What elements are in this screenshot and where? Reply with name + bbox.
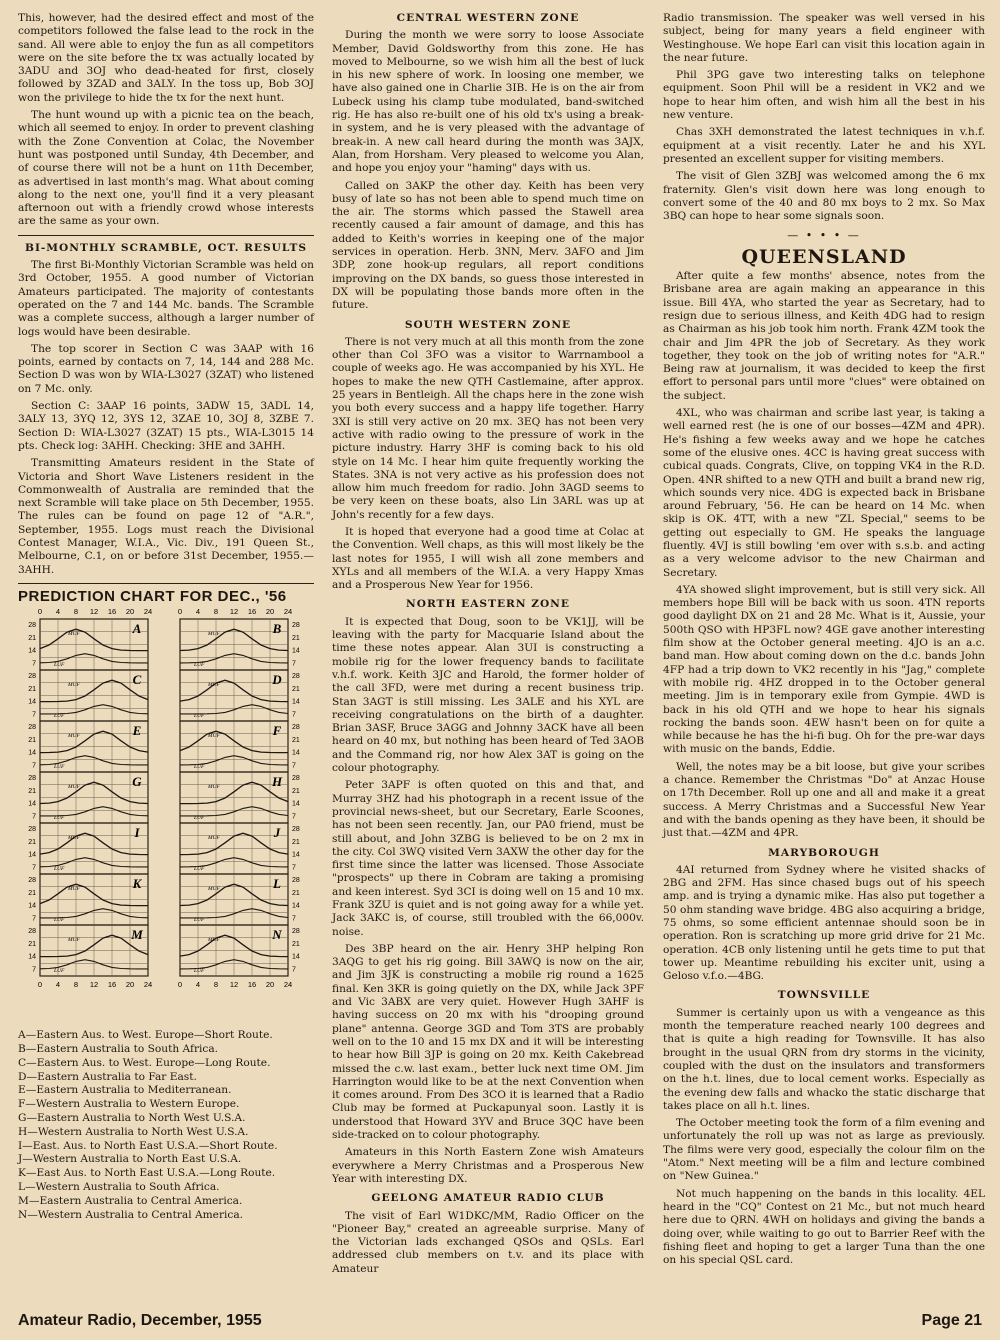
muf-label: MUF xyxy=(208,784,220,791)
y-tick-label: 21 xyxy=(292,889,300,897)
y-tick-label: 14 xyxy=(28,749,36,757)
y-tick-label: 21 xyxy=(28,736,36,744)
paragraph: This, however, had the desired effect and most of the competitors followed the false lead to the rock in the sand. All were able to enjoy the fun as all competitors were on the site before the tx was actually located by 3ADU and 3OJ who dead-heated for first, closely followed by 3ZAD and 3ALY. In the toss up, Bob 3OJ won the privilege to hide the tx for the next hunt. xyxy=(18,12,314,104)
y-tick-label: 7 xyxy=(292,966,296,974)
luf-label: LUF xyxy=(194,968,205,975)
y-tick-label: 14 xyxy=(292,902,300,910)
luf-label: LUF xyxy=(194,866,205,873)
luf-label: LUF xyxy=(54,917,65,924)
x-tick-label: 8 xyxy=(73,607,79,617)
paragraph: Transmitting Amateurs resident in the State of Victoria and Short Wave Listeners resident in the Commonwealth of Australia are reminded that the next Scramble will take place on 5th December, 1955. The rules can be found on page 12 of "A.R.", September, 1955. Logs must reach the Divisional Contest Manager, W.I.A., Vic. Div., 191 Queen St., Melbourne, C.1, on or before 31st December, 1955.—3AHH. xyxy=(18,457,314,576)
y-tick-label: 14 xyxy=(28,851,36,859)
y-tick-label: 7 xyxy=(292,813,296,821)
x-tick-label: 20 xyxy=(125,980,135,990)
luf-label: LUF xyxy=(54,866,65,873)
y-tick-label: 21 xyxy=(292,838,300,846)
legend-entry: A—Eastern Aus. to West. Europe—Short Route. xyxy=(18,1029,273,1042)
x-tick-label: 16 xyxy=(107,607,117,617)
x-tick-label: 0 xyxy=(177,980,183,990)
y-tick-label: 28 xyxy=(28,724,36,732)
paragraph: Phil 3PG gave two interesting talks on telephone equipment. Soon Phil will be a resident in VK2 and we hope to hear him often, and wish him all the best in his new venture. xyxy=(663,69,985,122)
paragraph: The first Bi-Monthly Victorian Scramble was held on 3rd October, 1955. A good number of Victorian Amateurs participated. The majority of contestants operated on the 7 and 144 Mc. bands. The Scramble was a complete success, although a larger number of logs would have been desirable. xyxy=(18,259,314,338)
y-tick-label: 21 xyxy=(28,838,36,846)
y-tick-label: 14 xyxy=(292,749,300,757)
panel-letter: H xyxy=(271,774,283,790)
panel-letter: B xyxy=(272,621,282,637)
paragraph: During the month we were sorry to loose Associate Member, David Goldsworthy from this zone. He has moved to Melbourne, so we wish him all the best of luck in his new sphere of work. In loosing one member, we have also gained one in Charlie 3IB. He is on the air from Lubeck using his clamp tube modulated, band-switched rig. He has also re-built one of his old tx's using a break-in system, and he is very pleased with the advantage of break-in. A new call heard during the month was 3AJX, Alan, from Horsham. Very pleased to welcome you Alan, and hope you enjoy your "haming" days with us. xyxy=(332,29,644,175)
y-tick-label: 14 xyxy=(292,800,300,808)
paragraph: 4YA showed slight improvement, but is still very sick. All members hope Bill will be back with us soon. 4TN reports good daylight DX on 21 and 28 Mc. What is it, Aussie, your 500th QSO with HP3FL now? 4GE gave another interesting film show at the October general meeting. 4JO is an a.c. band man. How about coming down on the d.c. bands John 4FP had a trip down to VK2 recently in his "Jag," complete with mobile rig. 4HZ dropped in to the October general meeting. Jim is in temporary exile from Gympie. 4WD is back in his old QTH and we hope to hear his signals rocking the bands soon. 4EW hasn't been on for quite a while because he has the hi-fi bug. Oh for the pre-war days with music on the bands, Eddie. xyxy=(663,583,985,756)
paragraph: Section C: 3AAP 16 points, 3ADW 15, 3ADL 14, 3ALY 13, 3YQ 12, 3YS 12, 3ZAE 10, 3OJ 8, 3ZBE 7. Section D: WIA-L3027 (3ZAT) 15 pts., WIA-L3015 14 pts. Check log: 3AHH. Checking: 3HE and 3AHH. xyxy=(18,400,314,452)
x-tick-label: 4 xyxy=(195,980,201,990)
x-tick-label: 12 xyxy=(229,607,239,617)
x-tick-label: 20 xyxy=(125,607,135,617)
paragraph: Summer is certainly upon us with a vengeance as this month the temperature reached nearly 100 degrees and that is quite a high reading for Townsville. It has also brought in the usual QRN from dry storms in the vicinity, coupled with the dust on the insulators and transformers on the h.t. lines, due to local cement works. Especially as the evening dew falls and whacko the static discharge that takes place on all h.t. lines. xyxy=(663,1006,985,1112)
paragraph: After quite a few months' absence, notes from the Brisbane area are again making an appearance in this issue. Bill 4YA, who started the year as Secretary, had to resign due to serious illness, and Keith 4DG had to resign as Chairman as his job took him north. Frank 4ZM took the chair and Jim 4PR the job of Secretary. As they work together, they took on the job of writing notes for "A.R." Being raw at journalism, it was decided to keep the first effort to personal pars until more "clues" were obtained on the subject. xyxy=(663,270,985,402)
paragraph: Des 3BP heard on the air. Henry 3HP helping Ron 3AQG to get his rig going. Bill 3AWQ is now on the air, and Jim 3JK is constructing a mobile rig round a 1625 final. Ken 3KR is going quietly on the DX, while Jack 3PF and Vic 3ABX are very quiet. However Hugh 3AHF is having success on 20 mx with his "drooping ground plane" antenna. George 3GD and Tom 3TS are probably well on to the 10 and 15 mx DX and it will be interesting to hear how Bill 3JP is going on 20 mx. Keith Cakebread missed the c.w. last exam., better luck next time OM. Jim Harrington would like to be at the next Convention when it comes around. From Des 3CO it is learned that a Radio Club may be formed at Puckapunyal soon. Lastly it is understood that Howard 3YV and Bruce 3QC have been side-tracked on to colour photography. xyxy=(332,942,644,1142)
paragraph: The hunt wound up with a picnic tea on the beach, which all seemed to enjoy. In order to prevent clashing with the Zone Convention at Colac, the November hunt was postponed until Sunday, 4th December, and of course there will not be a hunt on 11th December, as advertised in last month's mag. What about coming along to the next one, you'll find it a very pleasant afternoon out with a friendly crowd whose interests are the same as your own. xyxy=(18,109,314,228)
legend-entry: D—Eastern Australia to Far East. xyxy=(18,1070,197,1083)
x-tick-label: 20 xyxy=(265,980,275,990)
section-heading-south-western-zone: SOUTH WESTERN ZONE xyxy=(404,318,572,331)
y-tick-label: 21 xyxy=(292,787,300,795)
panel-letter: G xyxy=(132,774,142,790)
paragraph: Peter 3APF is often quoted on this and that, and Murray 3HZ had his photograph in a recent issue of the provincial news-sheet, but our Secretary, Earle Scoones, has not been seen recently. Jan, our PA0 friend, must be still about, and John 3ZBG is believed to be on 2 mx in the city. Col 3WQ visited Vern 3AXW the other day for the first time since the latter was licensed. Those Associate "prospects" up there in Cobram are taking a promising and keen interest. Syd 3CI is doing well on 15 and 10 mx. Frank 3ZU is quiet and is not going away for a while yet. Jack 3AKC is, of course, still troubled with the 66,000v. noise. xyxy=(332,779,644,938)
muf-label: MUF xyxy=(68,835,80,842)
y-tick-label: 14 xyxy=(292,698,300,706)
paragraph: The visit of Glen 3ZBJ was welcomed among the 6 mx fraternity. Glen's visit down here was long enough to convert some of the 40 and 80 mx boys to 2 mx. So Max 3BQ can hope to hear some signals soon. xyxy=(663,170,985,223)
legend-entry: N—Western Australia to Central America. xyxy=(18,1208,244,1221)
luf-label: LUF xyxy=(194,815,205,822)
footer-page-number: Page 21 xyxy=(921,1312,982,1329)
y-tick-label: 7 xyxy=(292,660,296,668)
y-tick-label: 28 xyxy=(292,775,300,783)
y-tick-label: 14 xyxy=(28,953,36,961)
muf-label: MUF xyxy=(208,937,220,944)
y-tick-label: 28 xyxy=(292,673,300,681)
x-tick-label: 12 xyxy=(229,980,239,990)
muf-label: MUF xyxy=(208,733,220,740)
luf-label: LUF xyxy=(54,713,65,720)
x-tick-label: 16 xyxy=(247,607,257,617)
panel-letter: C xyxy=(132,672,142,688)
y-tick-label: 7 xyxy=(292,915,296,923)
y-tick-label: 21 xyxy=(292,736,300,744)
x-tick-label: 8 xyxy=(213,980,219,990)
x-tick-label: 8 xyxy=(213,607,219,617)
y-tick-label: 7 xyxy=(32,864,36,872)
muf-label: MUF xyxy=(208,631,220,638)
panel-letter: A xyxy=(132,621,142,637)
luf-label: LUF xyxy=(54,764,65,771)
x-tick-label: 16 xyxy=(247,980,257,990)
prediction-chart-title: PREDICTION CHART FOR DEC., '56 xyxy=(18,587,287,605)
prediction-chart-legend xyxy=(18,1029,314,1222)
muf-label: MUF xyxy=(68,886,80,893)
x-tick-label: 0 xyxy=(37,607,43,617)
prediction-chart-svg xyxy=(18,605,314,1025)
y-tick-label: 28 xyxy=(292,877,300,885)
muf-label: MUF xyxy=(68,682,80,689)
y-tick-label: 28 xyxy=(28,826,36,834)
panel-letter: J xyxy=(273,825,281,841)
section-heading-queensland: QUEENSLAND xyxy=(741,245,907,268)
y-tick-label: 14 xyxy=(28,800,36,808)
footer-publication: Amateur Radio, December, 1955 xyxy=(18,1312,262,1329)
luf-label: LUF xyxy=(194,713,205,720)
y-tick-label: 7 xyxy=(292,864,296,872)
luf-label: LUF xyxy=(54,662,65,669)
y-tick-label: 7 xyxy=(32,813,36,821)
luf-label: LUF xyxy=(194,662,205,669)
legend-entry: J—Western Australia to North East U.S.A. xyxy=(18,1153,242,1166)
panel-letter: E xyxy=(132,723,142,739)
muf-label: MUF xyxy=(68,631,80,638)
paragraph: The top scorer in Section C was 3AAP with 16 points, earned by contacts on 7, 14, 144 and 288 Mc. Section D was won by WIA-L3027 (3ZAT) who listened on 7 Mc. only. xyxy=(18,342,314,395)
y-tick-label: 28 xyxy=(28,622,36,630)
legend-entry: F—Western Australia to Western Europe. xyxy=(18,1098,240,1111)
divider xyxy=(18,235,314,236)
y-tick-label: 14 xyxy=(28,698,36,706)
prediction-chart-grid xyxy=(18,605,314,1025)
paragraph: The October meeting took the form of a film evening and unfortunately the roll up was not as large as previously. The films were very good, especially the colour film on the "Atom." Next meeting will be a film and lecture combined on "New Guinea." xyxy=(663,1117,985,1183)
legend-entry: K—East Aus. to North East U.S.A.—Long Route. xyxy=(18,1167,276,1180)
y-tick-label: 28 xyxy=(292,724,300,732)
legend-entry: G—Eastern Australia to North West U.S.A. xyxy=(18,1111,246,1124)
paragraph: 4XL, who was chairman and scribe last year, is taking a well earned rest (he is one of our bosses—4ZM and 4PR). He's fishing a few weeks away and we hope he catches some of the elusive ones. 4CC is having great success with cubical quads. Congrats, Clive, on topping VK4 in the R.D. Open. 4NR shifted to a new QTH and built a brand new rig, which sounds very nice. 4DG is expected back in Brisbane around February, '56. He can be heard on 14 Mc. when skip is OK. 4TT, with a new "ZL Special," seems to be getting out especially to GM. He speaks the language fluently. 4VJ is still bowling 'em over with s.s.b. and acting as a very welcome advisor to the new Chairman and Secretary. xyxy=(663,407,985,579)
x-tick-label: 4 xyxy=(55,980,61,990)
luf-label: LUF xyxy=(194,764,205,771)
legend-entry: B—Eastern Australia to South Africa. xyxy=(18,1042,219,1055)
section-heading-central-western-zone: CENTRAL WESTERN ZONE xyxy=(396,12,580,24)
x-tick-label: 24 xyxy=(143,607,153,617)
column-left xyxy=(18,12,314,1222)
y-tick-label: 7 xyxy=(32,711,36,719)
y-tick-label: 7 xyxy=(32,966,36,974)
x-tick-label: 24 xyxy=(283,980,293,990)
paragraph: 4AI returned from Sydney where he visited shacks of 2BG and 2FM. Has since chased bugs out of his speech amp. and is trying a dynamic mike. Has also put together a 50 ohm standing wave bridge. 4BG also acquiring a bridge, 75 ohms, so some efficient antennae should soon be in operation. Ron is scratching up more grid drive for 21 Mc. operation. 4CB only listening until he gets time to put that tower up. Meantime rebuilding his exciter unit, using a Geloso v.f.o.—4BG. xyxy=(663,863,985,983)
x-tick-label: 4 xyxy=(195,607,201,617)
paragraph: It is hoped that everyone had a good time at Colac at the Convention. Well chaps, as this will most likely be the last notes for 1955, I will wish all zone members and XYLs and all members of the W.I.A. a very Happy Xmas and a Prosperous New Year for 1956. xyxy=(332,525,644,592)
paragraph: Not much happening on the bands in this locality. 4EL heard in the "CQ" Contest on 21 Mc., but not much heard here due to QRN. 4WH on holidays and giving the bands a doing over, while waiting to go out to Barrier Reef with the fishing fleet and hoping to get a larger Tuna than the one on his special QSL card. xyxy=(663,1187,985,1267)
paragraph: The visit of Earl W1DKC/MM, Radio Officer on the "Pioneer Bay," created an agreeable surprise. Many of the Victorian lads exchanged QSOs and QSLs. Earl addressed club members on t.v. and its place with Amateur xyxy=(332,1209,644,1275)
y-tick-label: 21 xyxy=(292,685,300,693)
paragraph: Well, the notes may be a bit loose, but give your scribes a chance. Remember the Christmas "Do" at Anzac House on 17th December. Roll up one and all and make it a great success. A Merry Christmas and a Successful New Year and with the bands opening as they have been, it should be just that.—4ZM and 4PR. xyxy=(663,760,985,840)
legend-entry: I—East. Aus. to North East U.S.A.—Short Route. xyxy=(18,1139,278,1152)
muf-label: MUF xyxy=(208,835,220,842)
panel-letter: N xyxy=(272,927,282,943)
x-tick-label: 24 xyxy=(143,980,153,990)
x-tick-label: 4 xyxy=(55,607,61,617)
x-tick-label: 12 xyxy=(89,607,99,617)
paragraph: Radio transmission. The speaker was well versed in his subject, being for many years a field engineer with Westinghouse. We hope Earl can visit this location again in the near future. xyxy=(663,12,985,64)
paragraph: Called on 3AKP the other day. Keith has been very busy of late so has not been able to spend much time on the air. The storms which passed the Stawell area recently caused a fair amount of damage, and this has added to Keith's worries in keeping one of the major services in operation. Herb. 3NN, Merv. 3AFO and Jim 3DP, zone hook-up regulars, all report conditions improving on the DX bands, so guess those interested in DX will be populating those bands more often in the future. xyxy=(332,179,644,312)
paragraph: There is not very much at all this month from the zone other than Col 3FO was a visitor to Warrnambool a couple of weeks ago. He was accompanied by his XYL. He hopes to make the new QTH Castlemaine, after approx. 25 years in Bentleigh. All the chaps here in the zone wish you both every success and a happy life together. Harry 3XI is still very active on 20 mx. 3EQ has not been very active with radio owing to the pressure of work in the picture industry. Harry 3HF is coming back to his old style on 14 Mc. I hear him quite frequently working the States. 3NA is not very active as his profession does not allow him much freedom for radio. John 3AGD seems to be very keen on these boats, also Lin 3ARL was up at John's recently for a few days. xyxy=(332,335,644,521)
section-heading-maryborough: MARYBOROUGH xyxy=(768,846,880,859)
x-tick-label: 20 xyxy=(265,607,275,617)
y-tick-label: 14 xyxy=(292,953,300,961)
column-middle xyxy=(332,12,644,1280)
divider xyxy=(18,583,314,584)
muf-label: MUF xyxy=(68,733,80,740)
section-separator: — • • • — xyxy=(787,229,861,243)
section-heading-geelong-club: GEELONG AMATEUR RADIO CLUB xyxy=(371,1192,605,1205)
muf-label: MUF xyxy=(208,682,220,689)
y-tick-label: 7 xyxy=(292,762,296,770)
luf-label: LUF xyxy=(54,815,65,822)
panel-letter: D xyxy=(272,672,282,688)
muf-label: MUF xyxy=(68,784,80,791)
y-tick-label: 7 xyxy=(32,762,36,770)
y-tick-label: 28 xyxy=(28,928,36,936)
y-tick-label: 21 xyxy=(292,940,300,948)
legend-entry: H—Western Australia to North West U.S.A. xyxy=(18,1125,249,1138)
section-heading-north-eastern-zone: NORTH EASTERN ZONE xyxy=(406,598,570,611)
y-tick-label: 28 xyxy=(292,826,300,834)
y-tick-label: 28 xyxy=(28,775,36,783)
panel-letter: I xyxy=(134,825,140,841)
y-tick-label: 21 xyxy=(28,685,36,693)
legend-entry: M—Eastern Australia to Central America. xyxy=(18,1194,243,1207)
y-tick-label: 14 xyxy=(292,647,300,655)
muf-label: MUF xyxy=(208,886,220,893)
y-tick-label: 14 xyxy=(292,851,300,859)
y-tick-label: 7 xyxy=(32,660,36,668)
section-heading-scramble: BI-MONTHLY SCRAMBLE, OCT. RESULTS xyxy=(25,241,307,254)
x-tick-label: 24 xyxy=(283,607,293,617)
legend-entry: C—Eastern Aus. to West. Europe—Long Route. xyxy=(18,1056,271,1069)
x-tick-label: 16 xyxy=(107,980,117,990)
x-tick-label: 12 xyxy=(89,980,99,990)
y-tick-label: 28 xyxy=(292,622,300,630)
panel-letter: K xyxy=(132,876,142,892)
legend-entry: E—Eastern Australia to Mediterranean. xyxy=(18,1084,232,1097)
y-tick-label: 14 xyxy=(28,902,36,910)
x-tick-label: 0 xyxy=(37,980,43,990)
x-tick-label: 0 xyxy=(177,607,183,617)
y-tick-label: 28 xyxy=(28,877,36,885)
y-tick-label: 14 xyxy=(28,647,36,655)
paragraph: It is expected that Doug, soon to be VK1JJ, will be leaving with the party for Macquarie Island about the time these notes appear. Alan 3UI is constructing a mobile rig for the lower frequency bands to facilitate v.h.f. work. Keith 3JC and Harold, the former holder of the call 3FD, were met during a recent business trip. Stan 3AGT is still missing. Les 3ALE and his XYL are receiving congratulations on the birth of a daughter. Brian 3ASF, Bruce 3AGG and Johnny 3ACK have all been heard on 40 mx, but nothing has been heard of Ted 3AOB and the Command rig, nor how Alex 3AT is going on the colour photography. xyxy=(332,615,644,775)
panel-letter: F xyxy=(272,723,282,739)
y-tick-label: 7 xyxy=(292,711,296,719)
panel-letter: L xyxy=(273,876,281,892)
x-tick-label: 8 xyxy=(73,980,79,990)
y-tick-label: 7 xyxy=(32,915,36,923)
y-tick-label: 21 xyxy=(292,634,300,642)
legend-entry: L—Western Australia to South Africa. xyxy=(18,1180,220,1193)
y-tick-label: 21 xyxy=(28,634,36,642)
paragraph: Chas 3XH demonstrated the latest techniques in v.h.f. equipment at a visit recently. Later he and his XYL presented an excellent supper for visiting members. xyxy=(663,126,985,165)
y-tick-label: 28 xyxy=(292,928,300,936)
y-tick-label: 21 xyxy=(28,889,36,897)
panel-letter: M xyxy=(131,927,143,943)
column-right xyxy=(663,12,985,1271)
y-tick-label: 28 xyxy=(28,673,36,681)
y-tick-label: 21 xyxy=(28,787,36,795)
luf-label: LUF xyxy=(54,968,65,975)
section-heading-townsville: TOWNSVILLE xyxy=(777,989,871,1002)
muf-label: MUF xyxy=(68,937,80,944)
paragraph: Amateurs in this North Eastern Zone wish Amateurs everywhere a Merry Christmas and a Prosperous New Year with interesting DX. xyxy=(332,1146,644,1185)
y-tick-label: 21 xyxy=(28,940,36,948)
luf-label: LUF xyxy=(194,917,205,924)
